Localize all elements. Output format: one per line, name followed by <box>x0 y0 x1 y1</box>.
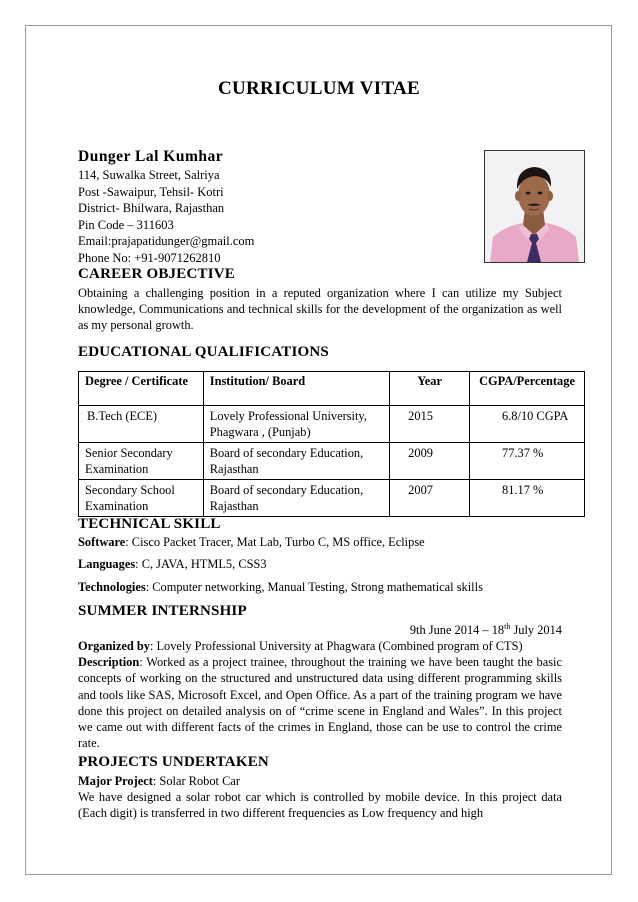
column-header: Institution/ Board <box>203 372 389 406</box>
languages-label: Languages <box>78 557 136 571</box>
internship-details <box>78 638 562 751</box>
phone: Phone No: +91-9071262810 <box>78 250 221 265</box>
table-row <box>79 406 585 443</box>
project-description: We have designed a solar robot car which is controlled by mobile device. In this project data (Each digit) is transferred in two different frequencies as Low frequency and high <box>78 790 562 821</box>
internship-heading: SUMMER INTERNSHIP <box>78 603 247 619</box>
column-header: Degree / Certificate <box>79 372 204 406</box>
major-project-value: : Solar Robot Car <box>152 774 240 788</box>
address-line: Post -Sawaipur, Tehsil- Kotri <box>78 184 224 199</box>
score-cell: 6.8/10 CGPA <box>470 406 585 443</box>
career-objective-heading: CAREER OBJECTIVE <box>78 266 235 282</box>
pin-code: Pin Code – 311603 <box>78 217 174 232</box>
career-objective-text: Obtaining a challenging position in a reputed organization where I can utilize my Subject knowledge, Communications and technical skills for the development of the organization as well as my personal growth. <box>78 286 562 333</box>
table-row <box>79 480 585 517</box>
languages-line <box>78 557 267 572</box>
score-cell: 81.17 % <box>470 480 585 517</box>
software-value: : Cisco Packet Tracer, Mat Lab, Turbo C, MS office, Eclipse <box>125 535 425 549</box>
description-paragraph <box>78 654 562 751</box>
education-table <box>78 371 585 517</box>
score-cell: 77.37 % <box>470 443 585 480</box>
person-portrait-icon <box>485 151 584 262</box>
institution-cell: Lovely Professional University, Phagwara , (Punjab) <box>203 406 389 443</box>
degree-cell: Secondary School Examination <box>79 480 204 517</box>
year-cell: 2009 <box>390 443 470 480</box>
projects-details <box>78 773 562 822</box>
institution-cell: Board of secondary Education, Rajasthan <box>203 480 389 517</box>
organized-line <box>78 638 562 654</box>
address-line: 114, Suwalka Street, Salriya <box>78 168 220 182</box>
education-heading: EDUCATIONAL QUALIFICATIONS <box>78 344 329 360</box>
major-project-label: Major Project <box>78 774 153 788</box>
technologies-value: : Computer networking, Manual Testing, Strong mathematical skills <box>145 580 483 594</box>
software-line <box>78 535 425 550</box>
table-row <box>79 443 585 480</box>
projects-heading: PROJECTS UNDERTAKEN <box>78 754 269 770</box>
technologies-line <box>78 580 483 595</box>
organized-label: Organized by <box>78 639 150 653</box>
organized-value: : Lovely Professional University at Phagwara (Combined program of CTS) <box>149 639 523 653</box>
date-start: 9th June 2014 – 18 <box>409 623 505 638</box>
major-project-line <box>78 773 562 789</box>
software-label: Software <box>78 535 126 549</box>
document-title: CURRICULUM VITAE <box>217 78 421 99</box>
institution-cell: Board of secondary Education, Rajasthan <box>203 443 389 480</box>
table-header-row <box>79 372 585 406</box>
date-end: July 2014 <box>510 623 562 638</box>
languages-value: : C, JAVA, HTML5, CSS3 <box>135 557 267 571</box>
technologies-label: Technologies <box>78 580 146 594</box>
profile-photo <box>484 150 585 263</box>
column-header: CGPA/Percentage <box>470 372 585 406</box>
degree-cell: B.Tech (ECE) <box>79 406 204 443</box>
description-value: : Worked as a project trainee, throughout the training we have been taught the basic concepts of working on the structured and unstructured data using different programming skills and tools like SAS, Microsoft Excel, and Open Office. As a part of the training program we have done this project on detailed analysis on of “crime scene in England and Wales”. In this project we came out with different facts of the crimes in England, those can be use to control the crime rate. <box>78 655 562 751</box>
degree-cell: Senior Secondary Examination <box>79 443 204 480</box>
description-label: Description <box>78 655 140 670</box>
candidate-name: Dunger Lal Kumhar <box>78 148 224 165</box>
year-cell: 2015 <box>390 406 470 443</box>
email: Email:prajapatidunger@gmail.com <box>78 234 255 248</box>
column-header: Year <box>390 372 470 406</box>
address-line: District- Bhilwara, Rajasthan <box>78 201 225 215</box>
contact-block <box>78 167 254 266</box>
year-cell: 2007 <box>390 480 470 517</box>
date-superscript: th <box>504 622 511 631</box>
technical-skill-heading: TECHNICAL SKILL <box>78 516 221 532</box>
internship-dates <box>78 622 562 638</box>
